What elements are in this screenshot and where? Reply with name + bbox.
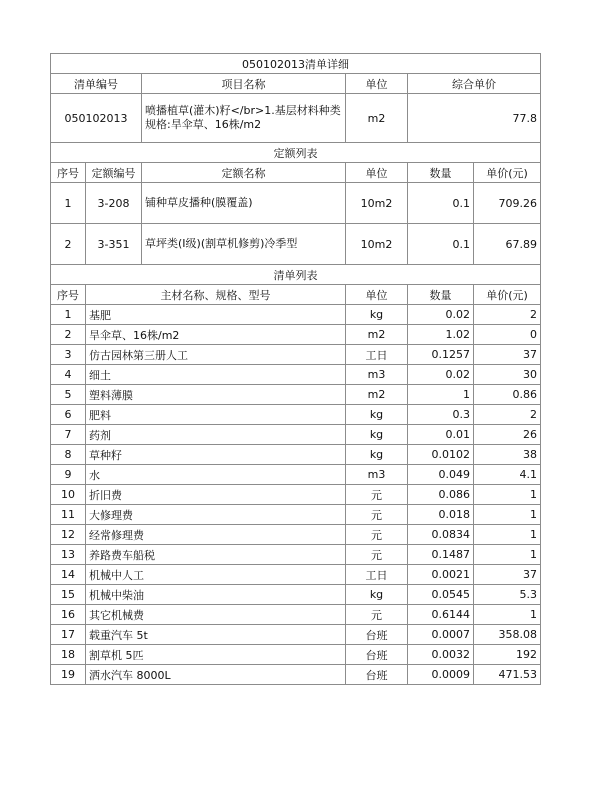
quota-name: 草坪类(I级)(割草机修剪)冷季型	[142, 224, 346, 265]
material-price: 37	[474, 565, 541, 585]
quota-name: 铺种草皮播种(膜覆盖)	[142, 183, 346, 224]
material-unit: 台班	[346, 665, 408, 685]
material-row	[51, 365, 541, 385]
material-price: 30	[474, 365, 541, 385]
material-name: 仿古园林第三册人工	[86, 345, 346, 365]
material-unit: 元	[346, 605, 408, 625]
material-row	[51, 465, 541, 485]
quota-price: 67.89	[474, 224, 541, 265]
col-header-code: 清单编号	[51, 74, 142, 94]
material-qty: 1.02	[408, 325, 474, 345]
quota-unit: 10m2	[346, 224, 408, 265]
material-name: 旱伞草、16株/m2	[86, 325, 346, 345]
material-no: 1	[51, 305, 86, 325]
material-price: 1	[474, 485, 541, 505]
page-title: 050102013清单详细	[51, 54, 541, 74]
material-qty: 0.0032	[408, 645, 474, 665]
quota-qty: 0.1	[408, 183, 474, 224]
material-price: 2	[474, 405, 541, 425]
material-price: 0	[474, 325, 541, 345]
material-qty: 0.0009	[408, 665, 474, 685]
header-columns-row	[51, 74, 541, 94]
quota-no: 2	[51, 224, 86, 265]
material-row	[51, 305, 541, 325]
material-row	[51, 425, 541, 445]
material-unit: m2	[346, 385, 408, 405]
material-price: 38	[474, 445, 541, 465]
material-row	[51, 505, 541, 525]
quota-header-row	[51, 163, 541, 183]
material-no: 17	[51, 625, 86, 645]
material-qty: 0.1487	[408, 545, 474, 565]
material-row	[51, 545, 541, 565]
material-no: 4	[51, 365, 86, 385]
col-header-name: 项目名称	[142, 74, 346, 94]
material-no: 8	[51, 445, 86, 465]
material-name: 肥料	[86, 405, 346, 425]
materials-col-no: 序号	[51, 285, 86, 305]
material-unit: 元	[346, 505, 408, 525]
material-unit: 元	[346, 485, 408, 505]
material-qty: 0.049	[408, 465, 474, 485]
quota-col-code: 定额编号	[86, 163, 142, 183]
material-row	[51, 405, 541, 425]
material-price: 2	[474, 305, 541, 325]
material-name: 草种籽	[86, 445, 346, 465]
col-header-price: 综合单价	[408, 74, 541, 94]
material-qty: 0.1257	[408, 345, 474, 365]
material-row	[51, 625, 541, 645]
material-qty: 0.0102	[408, 445, 474, 465]
material-name: 其它机械费	[86, 605, 346, 625]
quota-col-no: 序号	[51, 163, 86, 183]
material-row	[51, 445, 541, 465]
bill-detail-table	[50, 53, 541, 685]
material-unit: 工日	[346, 345, 408, 365]
quota-col-price: 单价(元)	[474, 163, 541, 183]
material-unit: kg	[346, 305, 408, 325]
item-name: 喷播植草(灌木)籽</br>1.基层材料种类规格:旱伞草、16株/m2	[142, 94, 346, 143]
material-price: 1	[474, 525, 541, 545]
item-unit: m2	[346, 94, 408, 143]
material-name: 载重汽车 5t	[86, 625, 346, 645]
material-row	[51, 485, 541, 505]
item-row	[51, 94, 541, 143]
materials-col-name: 主材名称、规格、型号	[86, 285, 346, 305]
material-name: 塑料薄膜	[86, 385, 346, 405]
materials-col-qty: 数量	[408, 285, 474, 305]
material-name: 机械中柴油	[86, 585, 346, 605]
material-unit: 工日	[346, 565, 408, 585]
materials-section-title: 清单列表	[51, 265, 541, 285]
material-unit: m3	[346, 465, 408, 485]
material-no: 19	[51, 665, 86, 685]
material-unit: kg	[346, 405, 408, 425]
material-unit: kg	[346, 425, 408, 445]
material-unit: 元	[346, 525, 408, 545]
material-price: 192	[474, 645, 541, 665]
material-name: 洒水汽车 8000L	[86, 665, 346, 685]
material-qty: 1	[408, 385, 474, 405]
material-row	[51, 665, 541, 685]
materials-section-row	[51, 265, 541, 285]
quota-code: 3-351	[86, 224, 142, 265]
materials-header-row	[51, 285, 541, 305]
materials-col-unit: 单位	[346, 285, 408, 305]
material-no: 7	[51, 425, 86, 445]
material-no: 3	[51, 345, 86, 365]
material-price: 471.53	[474, 665, 541, 685]
col-header-unit: 单位	[346, 74, 408, 94]
quota-col-unit: 单位	[346, 163, 408, 183]
material-qty: 0.0007	[408, 625, 474, 645]
material-name: 基肥	[86, 305, 346, 325]
material-price: 1	[474, 605, 541, 625]
material-row	[51, 565, 541, 585]
quota-row	[51, 224, 541, 265]
material-no: 5	[51, 385, 86, 405]
material-row	[51, 325, 541, 345]
material-price: 5.3	[474, 585, 541, 605]
material-no: 16	[51, 605, 86, 625]
quota-section-title: 定额列表	[51, 143, 541, 163]
material-no: 14	[51, 565, 86, 585]
material-qty: 0.0834	[408, 525, 474, 545]
item-code: 050102013	[51, 94, 142, 143]
material-no: 12	[51, 525, 86, 545]
quota-row	[51, 183, 541, 224]
material-name: 药剂	[86, 425, 346, 445]
material-price: 0.86	[474, 385, 541, 405]
material-qty: 0.02	[408, 365, 474, 385]
material-qty: 0.0021	[408, 565, 474, 585]
quota-section-row	[51, 143, 541, 163]
material-row	[51, 585, 541, 605]
material-no: 11	[51, 505, 86, 525]
item-price: 77.8	[408, 94, 541, 143]
material-price: 1	[474, 545, 541, 565]
material-row	[51, 645, 541, 665]
material-qty: 0.3	[408, 405, 474, 425]
material-price: 37	[474, 345, 541, 365]
quota-qty: 0.1	[408, 224, 474, 265]
quota-col-name: 定额名称	[142, 163, 346, 183]
material-name: 水	[86, 465, 346, 485]
material-qty: 0.086	[408, 485, 474, 505]
quota-col-qty: 数量	[408, 163, 474, 183]
material-unit: 台班	[346, 645, 408, 665]
material-unit: 元	[346, 545, 408, 565]
material-price: 26	[474, 425, 541, 445]
quota-price: 709.26	[474, 183, 541, 224]
material-name: 折旧费	[86, 485, 346, 505]
material-unit: kg	[346, 445, 408, 465]
material-qty: 0.6144	[408, 605, 474, 625]
material-unit: m3	[346, 365, 408, 385]
material-no: 13	[51, 545, 86, 565]
material-unit: m2	[346, 325, 408, 345]
material-row	[51, 605, 541, 625]
material-name: 养路费车船税	[86, 545, 346, 565]
quota-no: 1	[51, 183, 86, 224]
quota-unit: 10m2	[346, 183, 408, 224]
material-no: 15	[51, 585, 86, 605]
material-name: 机械中人工	[86, 565, 346, 585]
material-qty: 0.0545	[408, 585, 474, 605]
material-no: 2	[51, 325, 86, 345]
material-qty: 0.01	[408, 425, 474, 445]
material-no: 10	[51, 485, 86, 505]
material-row	[51, 385, 541, 405]
quota-code: 3-208	[86, 183, 142, 224]
material-unit: 台班	[346, 625, 408, 645]
materials-col-price: 单价(元)	[474, 285, 541, 305]
title-row	[51, 54, 541, 74]
material-qty: 0.02	[408, 305, 474, 325]
material-price: 358.08	[474, 625, 541, 645]
material-name: 割草机 5匹	[86, 645, 346, 665]
material-no: 9	[51, 465, 86, 485]
material-no: 18	[51, 645, 86, 665]
material-row	[51, 525, 541, 545]
material-price: 1	[474, 505, 541, 525]
material-name: 大修理费	[86, 505, 346, 525]
material-no: 6	[51, 405, 86, 425]
material-name: 经常修理费	[86, 525, 346, 545]
material-unit: kg	[346, 585, 408, 605]
material-price: 4.1	[474, 465, 541, 485]
material-qty: 0.018	[408, 505, 474, 525]
material-name: 细土	[86, 365, 346, 385]
material-row	[51, 345, 541, 365]
